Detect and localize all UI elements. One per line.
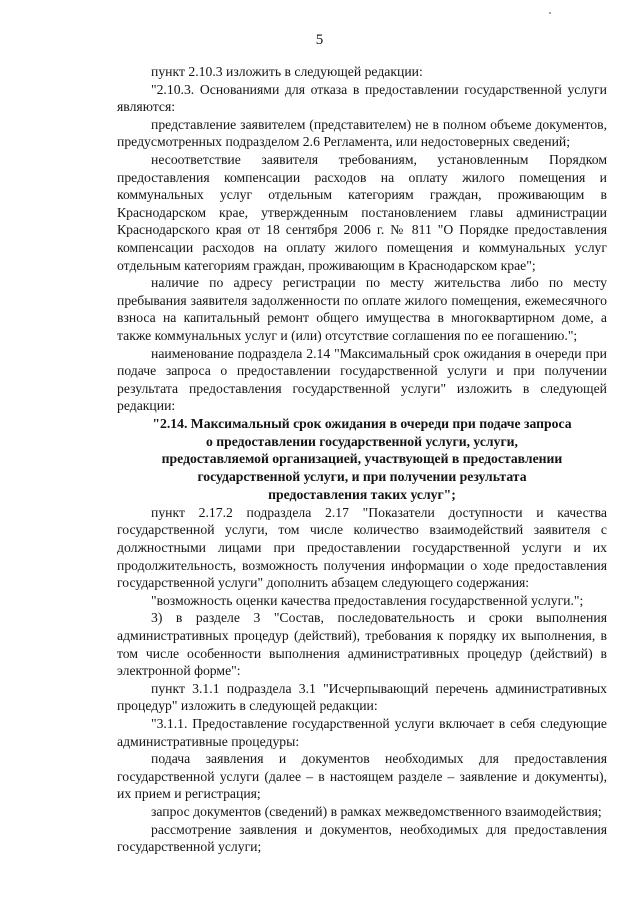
page-number: 5 xyxy=(315,32,324,48)
paragraph-2-10-3-grounds: "2.10.3. Основаниями для отказа в предоставлении государственной услуги являются: xyxy=(117,81,607,115)
section-heading-2-14: "2.14. Максимальный срок ожидания в очереди при подаче запроса о предоставлении государственной услуги, услуги, предоставляемой организацией, участвующей в предоставлении государственной услуги, и при получении результата предоставления таких услуг"; xyxy=(152,415,572,503)
paragraph-section-3: 3) в разделе 3 "Состав, последовательность и сроки выполнения административных процедур (действий), требования к порядку их выполнения, в том числе особенности выполнения административных процедур (действий) в электронной форме": xyxy=(117,610,607,679)
paragraph-review: рассмотрение заявления и документов, необходимых для предоставления государственной услуги; xyxy=(117,821,607,855)
scan-speck xyxy=(549,12,551,14)
paragraph-noncompliance: несоответствие заявителя требованиям, установленным Порядком предоставления компенсации расходов на оплату жилого помещения и коммунальных услуг отдельным категориям граждан, проживающим в Краснодарском крае, утвержденным постановлением главы администрации Краснодарского края от 18 сентября 2006 г. № 811 "О Порядке предоставления компенсации расходов на оплату жилого помещения и коммунальных услуг отдельным категориям граждан, проживающим в Краснодарском крае"; xyxy=(117,151,607,273)
paragraph-incomplete-documents: представление заявителем (представителем) не в полном объеме документов, предусмотренных подразделом 2.6 Регламента, или недостоверных сведений; xyxy=(117,116,607,150)
paragraph-subsection-2-14: наименование подраздела 2.14 "Максимальный срок ожидания в очереди при подаче запроса о предоставлении государственной услуги и при получении результата предоставления государственной услуги" изложить в следующей редакции: xyxy=(117,345,607,414)
paragraph-intro-2-10-3: пункт 2.10.3 изложить в следующей редакции: xyxy=(151,64,423,79)
paragraph-2-17-2: пункт 2.17.2 подраздела 2.17 "Показатели доступности и качества государственной услуги, том числе количество взаимодействий заявителя с должностными лицами при предоставлении государственной услуги и их продолжительность, возможность получения информации о ходе предоставления государственной услуги" дополнить абзацем следующего содержания: xyxy=(117,504,607,591)
document-body xyxy=(117,63,607,856)
paragraph-3-1-1-intro: пункт 3.1.1 подраздела 3.1 "Исчерпывающий перечень административных процедур" изложить в следующей редакции: xyxy=(117,680,607,714)
paragraph-3-1-1: "3.1.1. Предоставление государственной услуги включает в себя следующие административные процедуры: xyxy=(117,715,607,749)
paragraph-quality-assessment: "возможность оценки качества предоставления государственной услуги."; xyxy=(151,592,584,608)
paragraph-interagency-request: запрос документов (сведений) в рамках межведомственного взаимодействия; xyxy=(151,803,602,819)
paragraph-debt: наличие по адресу регистрации по месту жительства либо по месту пребывания заявителя задолженности по оплате жилого помещения, ежемесячного взноса на капитальный ремонт общего имущества в многоквартирном доме, а также коммунальных услуг и (или) отсутствие соглашения по ее погашению."; xyxy=(117,275,607,343)
paragraph-submission: подача заявления и документов необходимых для предоставления государственной услуги (далее – в настоящем разделе – заявление и документы), их прием и регистрация; xyxy=(117,751,607,802)
